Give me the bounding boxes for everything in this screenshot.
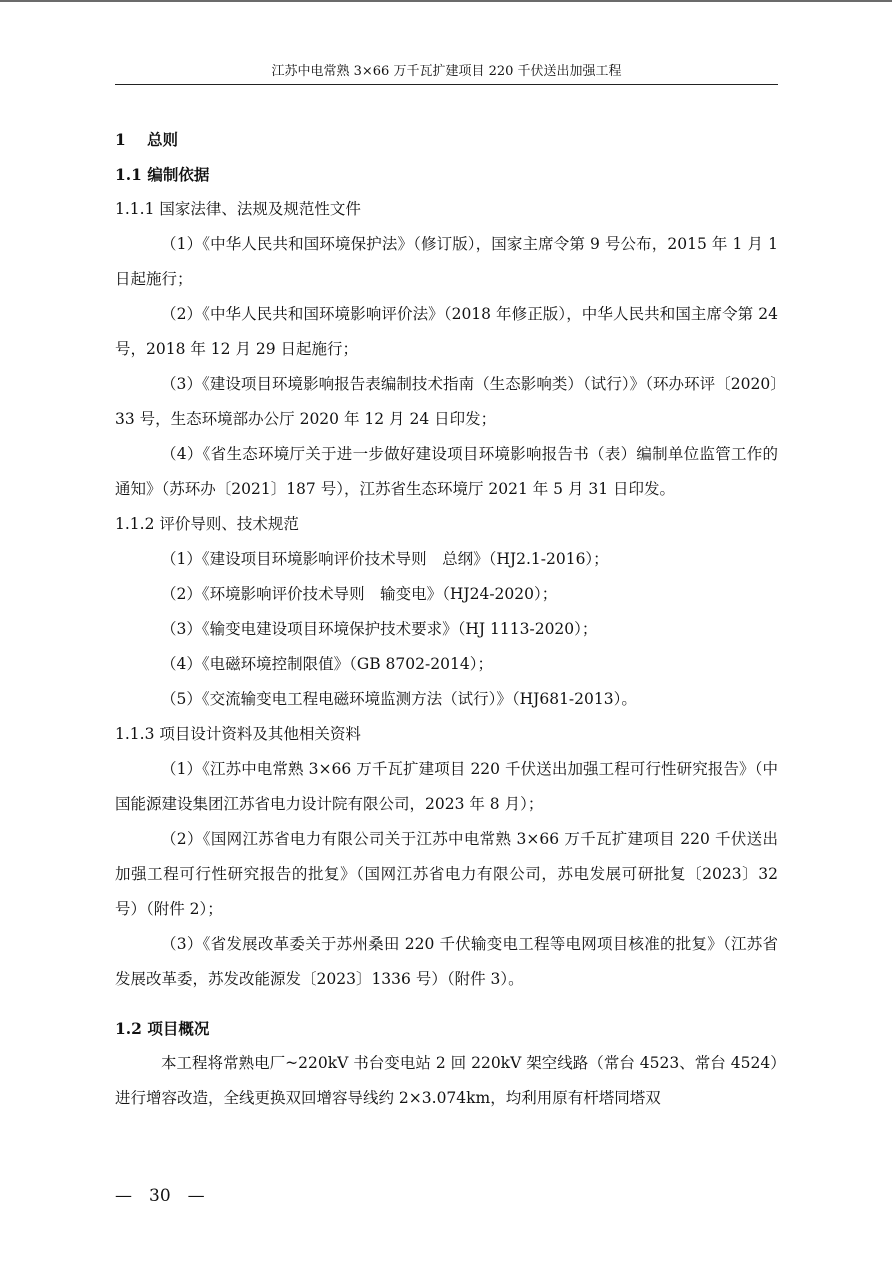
page-number: — 30 — (115, 1186, 205, 1206)
design-doc-item-2: （2）《国网江苏省电力有限公司关于江苏中电常熟 3×66 万千瓦扩建项目 220 千伏送出加强工程可行性研究报告的批复》（国网江苏省电力有限公司，苏电发展可研批复〔2023〕32 号）（附件 2）； (115, 830, 778, 918)
running-header: 江苏中电常熟 3×66 万千瓦扩建项目 220 千伏送出加强工程 (271, 64, 622, 79)
section-1-number: 1 (115, 130, 126, 149)
law-item-2: （2）《中华人民共和国环境影响评价法》（2018 年修正版），中华人民共和国主席令第 24 号，2018 年 12 月 29 日起施行； (115, 305, 778, 358)
guideline-item-4: （4）《电磁环境控制限值》（GB 8702-2014）； (161, 655, 493, 673)
design-doc-item-3: （3）《省发展改革委关于苏州桑田 220 千伏输变电工程等电网项目核准的批复》（江苏省发展改革委，苏发改能源发〔2023〕1336 号）（附件 3）。 (115, 935, 778, 988)
top-border-line (0, 0, 892, 2)
section-1-2-heading: 1.2 项目概况 (115, 1019, 210, 1038)
section-1-heading (115, 122, 778, 157)
section-1-1-heading: 1.1 编制依据 (115, 165, 210, 184)
section-spacer (115, 997, 778, 1011)
guideline-item-1: （1）《建设项目环境影响评价技术导则 总纲》（HJ2.1-2016）； (161, 550, 609, 568)
guideline-item-3: （3）《输变电建设项目环境保护技术要求》（HJ 1113-2020）； (161, 620, 598, 638)
section-1-1-3-heading: 1.1.3 项目设计资料及其他相关资料 (115, 725, 361, 743)
design-doc-item-1: （1）《江苏中电常熟 3×66 万千瓦扩建项目 220 千伏送出加强工程可行性研究报告》（中国能源建设集团江苏省电力设计院有限公司，2023 年 8 月）； (115, 760, 778, 813)
section-1-1-1-heading: 1.1.1 国家法律、法规及规范性文件 (115, 200, 361, 218)
guideline-item-2: （2）《环境影响评价技术导则 输变电》（HJ24-2020）； (161, 585, 558, 603)
header-rule (115, 84, 778, 85)
law-item-4: （4）《省生态环境厅关于进一步做好建设项目环境影响报告书（表）编制单位监管工作的通知》（苏环办〔2021〕187 号），江苏省生态环境厅 2021 年 5 月 31 日印发。 (115, 445, 778, 498)
law-item-3: （3）《建设项目环境影响报告表编制技术指南（生态影响类）（试行）》（环办环评〔2020〕33 号，生态环境部办公厅 2020 年 12 月 24 日印发； (115, 375, 778, 428)
document-body (115, 122, 778, 1116)
section-1-title: 总则 (147, 130, 179, 149)
section-1-1-2-heading: 1.1.2 评价导则、技术规范 (115, 515, 299, 533)
law-item-1: （1）《中华人民共和国环境保护法》（修订版），国家主席令第 9 号公布，2015 年 1 月 1 日起施行； (115, 235, 778, 288)
project-overview-paragraph: 本工程将常熟电厂~220kV 书台变电站 2 回 220kV 架空线路（常台 4523、常台 4524）进行增容改造，全线更换双回增容导线约 2×3.074km，均利用原有杆塔同塔双 (115, 1054, 778, 1107)
guideline-item-5: （5）《交流输变电工程电磁环境监测方法（试行）》（HJ681-2013）。 (161, 690, 637, 708)
